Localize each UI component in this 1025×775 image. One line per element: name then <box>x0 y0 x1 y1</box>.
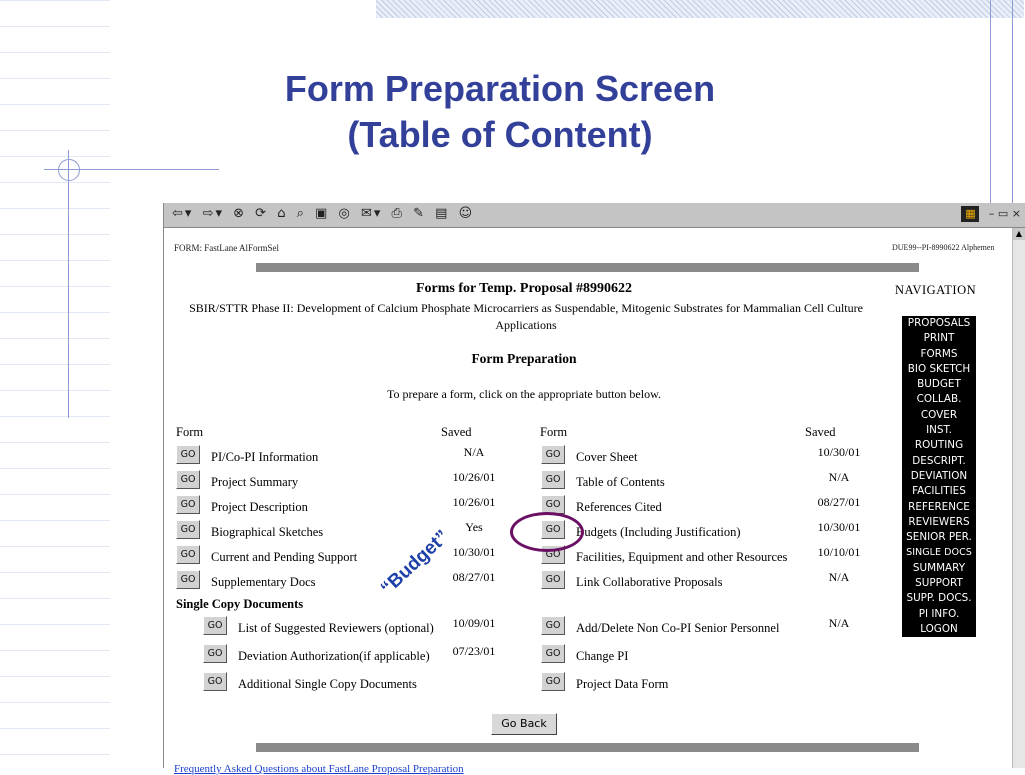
nav-item-reference[interactable]: REFERENCE <box>908 500 970 513</box>
nav-item-cover[interactable]: COVER <box>920 408 958 421</box>
form-label: Supplementary Docs <box>211 575 316 589</box>
form-label: Current and Pending Support <box>211 550 358 564</box>
go-button[interactable]: GO <box>541 616 565 635</box>
nav-item-reviewers[interactable]: REVIEWERS <box>908 515 970 528</box>
saved-date: 08/27/01 <box>817 495 861 509</box>
form-label: References Cited <box>576 500 662 514</box>
saved-date: 10/30/01 <box>452 545 496 559</box>
form-label: Link Collaborative Proposals <box>576 575 723 589</box>
saved-date: 10/30/01 <box>817 445 861 459</box>
form-label: Budgets (Including Justification) <box>576 525 741 539</box>
nav-item-supp-docs[interactable]: SUPP. DOCS. <box>906 592 972 605</box>
navigation-heading: NAVIGATION <box>895 283 977 297</box>
home-icon[interactable]: ⌂ <box>277 206 288 221</box>
go-back-button[interactable]: Go Back <box>491 713 557 735</box>
slide-title <box>230 66 770 158</box>
saved-date: 10/10/01 <box>817 545 861 559</box>
nav-item-inst[interactable]: INST. <box>926 424 952 437</box>
decor-vertical-line <box>68 150 69 418</box>
nav-item-routing[interactable]: ROUTING <box>914 439 964 452</box>
go-button[interactable]: GO <box>176 470 200 489</box>
go-button[interactable]: GO <box>541 644 565 663</box>
decor-circle <box>58 159 80 181</box>
go-button[interactable]: GO <box>541 672 565 691</box>
go-button[interactable]: GO <box>541 495 565 514</box>
slide-background-lines <box>0 0 110 768</box>
right-saved-header: Saved <box>805 425 836 439</box>
mail-icon[interactable]: ✉▾ <box>360 206 383 221</box>
go-button[interactable]: GO <box>176 445 200 464</box>
decor-right-line-2 <box>1012 0 1013 210</box>
saved-date: N/A <box>828 470 850 484</box>
form-id-left: FORM: FastLane AlFormSel <box>174 243 280 253</box>
go-button[interactable]: GO <box>541 570 565 589</box>
history-icon[interactable]: ◎ <box>338 206 352 221</box>
slide-title-line-1: Form Preparation Screen <box>284 68 716 109</box>
right-form-header: Form <box>540 425 568 439</box>
go-button[interactable]: GO <box>176 545 200 564</box>
saved-date: 10/26/01 <box>452 495 496 509</box>
print-icon[interactable]: ⎙ <box>391 206 404 221</box>
form-label: Project Description <box>211 500 308 514</box>
saved-date: N/A <box>828 616 850 630</box>
window-controls <box>961 206 1021 222</box>
nav-item-budget[interactable]: BUDGET <box>917 378 961 391</box>
go-button[interactable]: GO <box>203 644 227 663</box>
nav-item-single-docs[interactable]: SINGLE DOCS <box>906 547 972 559</box>
top-divider-bar <box>256 263 919 272</box>
browser-window <box>163 203 1025 775</box>
favorites-icon[interactable]: ▣ <box>315 206 330 221</box>
form-label: Additional Single Copy Documents <box>238 677 417 691</box>
stop-icon[interactable]: ⊗ <box>233 206 247 221</box>
page-title: Forms for Temp. Proposal #8990622 <box>415 281 633 296</box>
vertical-scrollbar[interactable] <box>1012 228 1025 768</box>
form-label: Project Summary <box>211 475 299 489</box>
nav-item-pi-info[interactable]: PI INFO. <box>918 607 960 620</box>
saved-date: 08/27/01 <box>452 570 496 584</box>
go-button[interactable]: GO <box>203 672 227 691</box>
window-control-buttons[interactable]: – ▭ × <box>988 207 1021 220</box>
proposal-id-right: DUE99--PI-8990622 Alphemen <box>892 243 995 252</box>
budget-highlight-oval <box>510 512 584 552</box>
messenger-icon[interactable]: ☺ <box>458 206 475 221</box>
back-arrow-icon[interactable]: ⇦▾ <box>172 206 194 221</box>
faq-link[interactable]: Frequently Asked Questions about FastLane Proposal Preparation <box>174 763 464 775</box>
saved-date: 07/23/01 <box>452 644 496 658</box>
nav-item-senior-per[interactable]: SENIOR PER. <box>906 531 972 544</box>
go-button[interactable]: GO <box>541 470 565 489</box>
go-button[interactable]: GO <box>203 616 227 635</box>
search-icon[interactable]: ⌕ <box>296 206 306 221</box>
nav-item-print[interactable]: PRINT <box>923 332 955 345</box>
form-label: Facilities, Equipment and other Resources <box>576 550 788 564</box>
budget-go-button[interactable]: GO <box>541 520 565 539</box>
go-button[interactable]: GO <box>176 520 200 539</box>
go-button[interactable]: GO <box>176 570 200 589</box>
left-saved-header: Saved <box>441 425 472 439</box>
navigation-menu <box>902 316 976 637</box>
go-button[interactable]: GO <box>541 545 565 564</box>
saved-date: Yes <box>465 520 483 534</box>
saved-date: 10/30/01 <box>817 520 861 534</box>
edit-icon[interactable]: ✎ <box>413 206 426 221</box>
form-label: PI/Co-PI Information <box>211 450 319 464</box>
form-label: Deviation Authorization(if applicable) <box>238 649 430 663</box>
saved-date: 10/26/01 <box>452 470 496 484</box>
form-label: Add/Delete Non Co-PI Senior Personnel <box>576 621 780 635</box>
scroll-up-arrow-icon[interactable]: ▲ <box>1013 228 1025 240</box>
proposal-subtitle: SBIR/STTR Phase II: Development of Calcium Phosphate Microcarriers as Suspendable, Mitogenic Substrates for Mammalian Cell Culture Applications <box>189 301 863 332</box>
form-label: Biographical Sketches <box>211 525 324 539</box>
slide-title-line-2: (Table of Content) <box>347 114 653 155</box>
form-label: Table of Contents <box>576 475 665 489</box>
nav-item-logon[interactable]: LOGON <box>920 622 958 635</box>
slide-header-band <box>376 0 1024 18</box>
nav-item-proposals[interactable]: PROPOSALS <box>907 317 971 329</box>
nav-item-descript[interactable]: DESCRIPT. <box>912 454 966 467</box>
section-title: Form Preparation <box>471 351 577 366</box>
saved-date: N/A <box>828 570 850 584</box>
go-button[interactable]: GO <box>176 495 200 514</box>
nav-item-forms[interactable]: FORMS <box>920 347 958 360</box>
single-copy-title: Single Copy Documents <box>176 597 304 611</box>
refresh-icon[interactable]: ⟳ <box>255 206 269 221</box>
toolbar-icons <box>172 206 477 221</box>
decor-right-line <box>990 0 991 210</box>
discuss-icon[interactable]: ▤ <box>435 206 450 221</box>
nav-item-support[interactable]: SUPPORT <box>915 577 963 590</box>
form-label: Cover Sheet <box>576 450 638 464</box>
windows-logo-icon: ▦ <box>961 206 979 222</box>
go-button[interactable]: GO <box>541 445 565 464</box>
forward-arrow-icon[interactable]: ⇨▾ <box>202 206 224 221</box>
nav-item-collab[interactable]: COLLAB. <box>916 393 962 406</box>
nav-item-summary[interactable]: SUMMARY <box>912 561 966 574</box>
browser-toolbar <box>164 203 1025 228</box>
nav-item-deviation[interactable]: DEVIATION <box>910 469 968 482</box>
form-label: Change PI <box>576 649 629 663</box>
form-label: List of Suggested Reviewers (optional) <box>238 621 434 635</box>
saved-date: N/A <box>463 445 485 459</box>
budget-callout: “Budget” <box>376 526 454 600</box>
instruction-text: To prepare a form, click on the appropriate button below. <box>387 387 661 401</box>
form-label: Project Data Form <box>576 677 669 691</box>
left-form-header: Form <box>176 425 204 439</box>
nav-item-facilities[interactable]: FACILITIES <box>912 485 966 498</box>
saved-date: 10/09/01 <box>452 616 496 630</box>
bottom-divider-bar <box>256 743 919 752</box>
nav-item-bio-sketch[interactable]: BIO SKETCH <box>907 362 971 375</box>
